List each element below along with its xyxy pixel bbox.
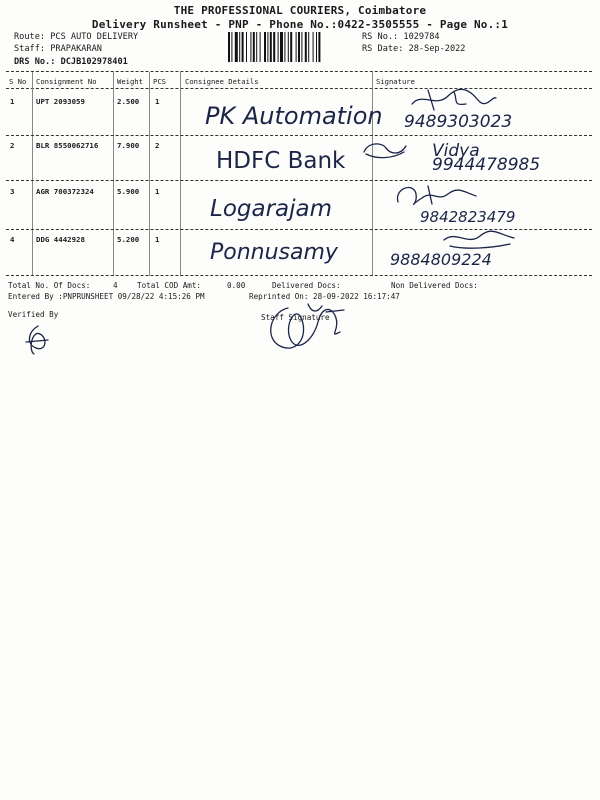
row-weight: 2.500	[117, 97, 140, 106]
row-sno: 1	[10, 97, 15, 106]
header-bottom-rule	[6, 88, 592, 89]
column-divider	[149, 72, 150, 276]
consignee-handwriting: Logarajam	[210, 196, 333, 222]
verified-by-label: Verified By	[8, 310, 59, 319]
row-sno: 3	[10, 187, 15, 196]
row-sno: 2	[10, 141, 15, 150]
row-consignment-no: UPT 2093059	[36, 97, 85, 106]
row-weight: 5.900	[117, 187, 140, 196]
col-header-sno: S No	[9, 77, 27, 86]
col-header-consignment: Consignment No	[36, 77, 97, 86]
consignee-handwriting: PK Automation	[205, 102, 383, 130]
staff-signature-scribble	[262, 298, 352, 354]
drs-number: DRS No.: DCJB102978401	[14, 57, 128, 67]
row-consignment-no: AGR 700372324	[36, 187, 94, 196]
col-header-pcs: PCS	[153, 77, 166, 86]
row-consignment-no: DDG 4442928	[36, 235, 85, 244]
non-delivered-docs-label: Non Delivered Docs:	[391, 281, 478, 290]
row-pcs: 1	[155, 97, 160, 106]
reprinted-on: Reprinted On: 28-09-2022 16:17:47	[249, 292, 400, 301]
runsheet-subtitle: Delivery Runsheet - PNP - Phone No.:0422-3505555 - Page No.:1	[91, 18, 509, 31]
receiver-signature-scribble	[360, 140, 410, 162]
total-docs-value: 4	[113, 281, 118, 290]
consignee-handwriting: Ponnusamy	[210, 240, 338, 265]
total-cod-label: Total COD Amt:	[137, 281, 202, 290]
row-consignment-no: BLR 8550062716	[36, 141, 99, 150]
row-sno: 4	[10, 235, 15, 244]
column-divider	[113, 72, 114, 276]
rs-number: RS No.: 1029784	[362, 32, 440, 42]
receiver-signature-scribble	[392, 180, 482, 212]
row-pcs: 1	[155, 235, 160, 244]
signature-phone-handwriting: Vidya 9944478985	[432, 141, 541, 175]
staff-signature-label: Staff Signature	[261, 313, 330, 322]
column-divider	[180, 72, 181, 276]
entered-by: Entered By :PNPRUNSHEET 09/28/22 4:15:26 PM	[8, 292, 205, 301]
signature-phone-handwriting: 9884809224	[390, 250, 492, 269]
consignee-handwriting: HDFC Bank	[216, 148, 346, 174]
table-top-rule	[6, 71, 592, 72]
row-divider	[6, 135, 592, 136]
col-header-weight: Weight	[117, 77, 143, 86]
table-bottom-rule	[6, 275, 592, 276]
row-divider	[6, 180, 592, 181]
row-weight: 7.900	[117, 141, 140, 150]
delivered-docs-label: Delivered Docs:	[272, 281, 341, 290]
row-weight: 5.200	[117, 235, 140, 244]
barcode-image	[228, 32, 356, 62]
total-cod-value: 0.00	[227, 281, 246, 290]
receiver-signature-scribble	[408, 86, 498, 116]
row-pcs: 1	[155, 187, 160, 196]
row-pcs: 2	[155, 141, 160, 150]
company-title: THE PROFESSIONAL COURIERS, Coimbatore	[173, 4, 427, 17]
signature-phone-handwriting: 9489303023	[404, 112, 513, 132]
total-docs-label: Total No. Of Docs:	[8, 281, 91, 290]
col-header-consignee: Consignee Details	[185, 77, 259, 86]
route-label: Route: PCS AUTO DELIVERY	[14, 32, 139, 42]
staff-label: Staff: PRAPAKARAN	[14, 44, 102, 54]
rs-date: RS Date: 28-Sep-2022	[362, 44, 466, 54]
column-divider	[32, 72, 33, 276]
signature-phone-handwriting: 9842823479	[420, 208, 516, 226]
verifier-signature-scribble	[22, 322, 52, 358]
receiver-signature-scribble	[440, 226, 520, 252]
col-header-signature: Signature	[376, 77, 415, 86]
